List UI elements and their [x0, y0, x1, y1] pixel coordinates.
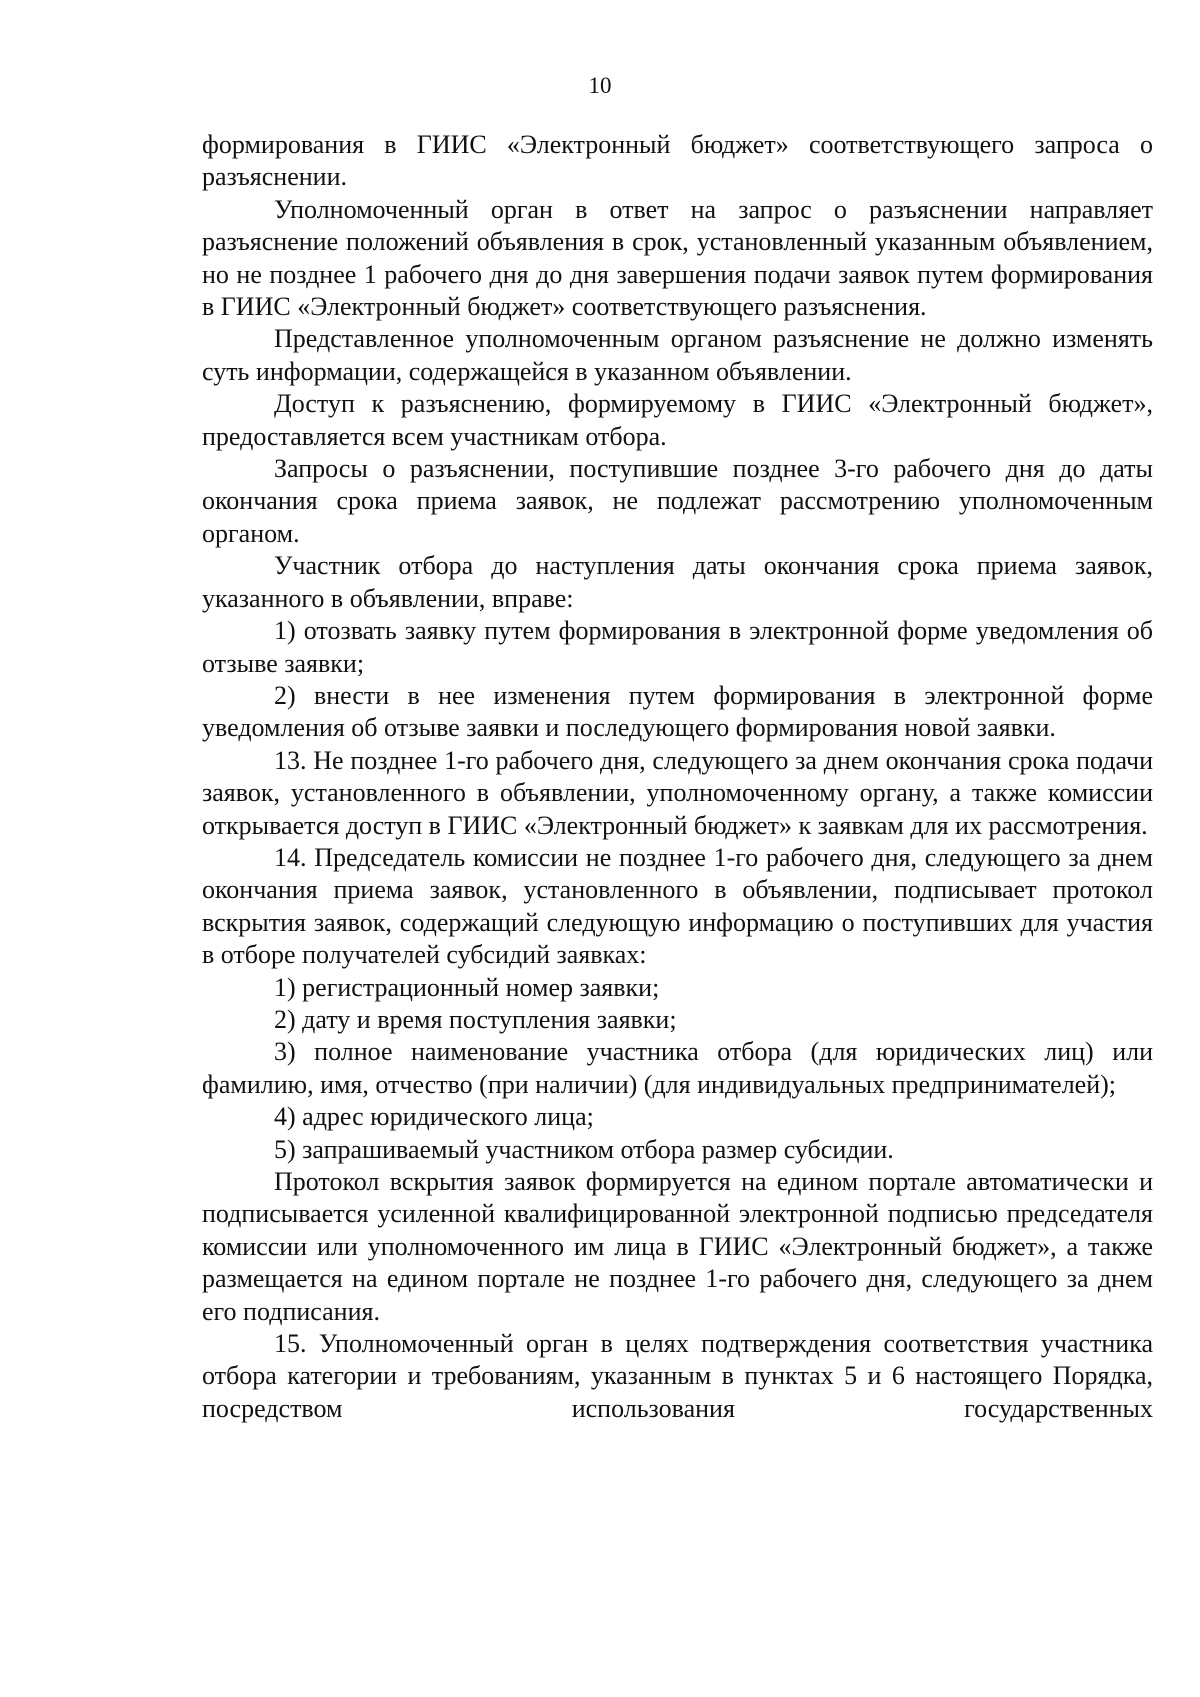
page-number: 10 [588, 73, 612, 98]
clause-13: 13. Не позднее 1-го рабочего дня, следующего за днем окончания срока подачи заявок, установленного в объявлении, уполномоченному органу, а также комиссии открывается доступ в ГИИС «Электронный бюджет» к заявкам для их рассмотрения. [202, 745, 1153, 840]
clause-15: 15. Уполномоченный орган в целях подтверждения соответствия участника отбора категории и требованиям, указанным в пунктах 5 и 6 настоящего Порядка, посредством использования государственных [202, 1329, 1153, 1423]
list-item-participant-name: 3) полное наименование участника отбора (для юридических лиц) или фамилию, имя, отчество (при наличии) (для индивидуальных предпринимателей); [202, 1037, 1153, 1099]
paragraph-clarification-response: Уполномоченный орган в ответ на запрос о разъяснении направляет разъяснение положений объявления в срок, установленный указанным объявлением, но не позднее 1 рабочего дня до дня завершения подачи заявок путем формирования в ГИИС «Электронный бюджет» соответствующего разъяснения. [202, 194, 1153, 322]
document-body [202, 129, 1153, 1425]
paragraph-late-requests: Запросы о разъяснении, поступившие позднее 3-го рабочего дня до даты окончания срока приема заявок, не подлежат рассмотрению уполномоченным органом. [202, 454, 1153, 548]
paragraph-protocol-signing: Протокол вскрытия заявок формируется на едином портале автоматически и подписывается усиленной квалифицированной электронной подписью председателя комиссии или уполномоченного им лица в ГИИС «Электронный бюджет», а также размещается на едином портале не позднее 1-го рабочего дня, следующего за днем его подписания. [202, 1167, 1153, 1326]
clause-14: 14. Председатель комиссии не позднее 1-го рабочего дня, следующего за днем окончания приема заявок, установленного в объявлении, подписывает протокол вскрытия заявок, содержащий следующую информацию о поступивших для участия в отборе получателей субсидий заявках: [202, 842, 1153, 970]
list-item-registration-number: 1) регистрационный номер заявки; [274, 972, 660, 1002]
list-item-amend-application: 2) внести в нее изменения путем формирования в электронной форме уведомления об отзыве заявки и последующего формирования новой заявки. [202, 680, 1153, 743]
list-item-receipt-date-time: 2) дату и время поступления заявки; [274, 1004, 677, 1034]
paragraph-participant-rights: Участник отбора до наступления даты окончания срока приема заявок, указанного в объявлении, вправе: [202, 551, 1153, 613]
paragraph-clarification-access: Доступ к разъяснению, формируемому в ГИИС «Электронный бюджет», предоставляется всем участникам отбора. [202, 389, 1153, 451]
list-item-withdraw-application: 1) отозвать заявку путем формирования в электронной форме уведомления об отзыве заявки; [202, 616, 1153, 678]
list-item-subsidy-amount: 5) запрашиваемый участником отбора размер субсидии. [274, 1134, 894, 1164]
paragraph-continuation: формирования в ГИИС «Электронный бюджет» соответствующего запроса о разъяснении. [202, 130, 1153, 192]
paragraph-clarification-content: Представленное уполномоченным органом разъяснение не должно изменять суть информации, содержащейся в указанном объявлении. [202, 324, 1153, 386]
list-item-legal-address: 4) адрес юридического лица; [274, 1102, 594, 1132]
